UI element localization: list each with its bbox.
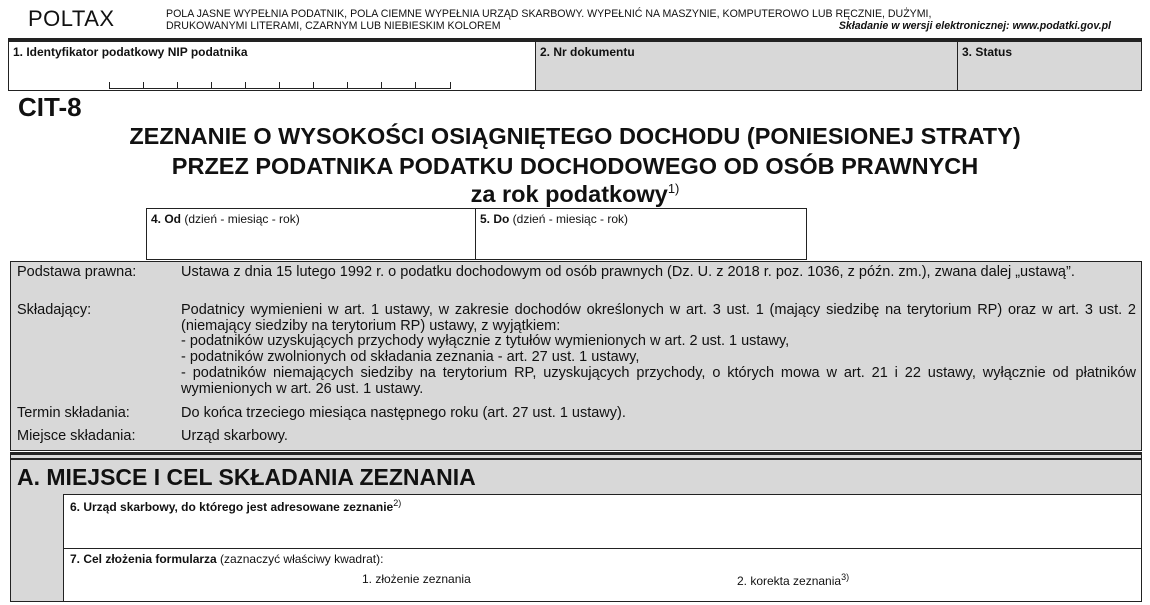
option-submission[interactable]: 1. złożenie zeznania (362, 572, 471, 586)
option-correction[interactable]: 2. korekta zeznania$^{3)}$ (737, 572, 850, 588)
form-instructions (166, 8, 1111, 32)
period-from-label: 4. Od (dzień - miesiąc - rok) (151, 212, 300, 226)
section-a (10, 452, 1142, 602)
form-purpose-field (63, 548, 1142, 602)
form-title-line-2: PRZEZ PODATNIKA PODATKU DOCHODOWEGO OD OSÓB PRAWNYCH (171, 153, 979, 179)
poltax-brand: POLTAX (28, 6, 115, 31)
document-number-label: 2. Nr dokumentu (540, 45, 635, 59)
period-to-label: 5. Do (dzień - miesiąc - rok) (480, 212, 629, 226)
nip-field-label: 1. Identyfikator podatkowy NIP podatnika (13, 45, 248, 59)
status-field (957, 41, 1142, 91)
filer-label: Składający: (17, 302, 92, 318)
filer-text: Podatnicy wymienieni w art. 1 ustawy, w zakresie dochodów określonych w art. 3 ust. 1 (mający siedzibę na terytorium RP) oraz w art. 3 ust. 2 (niemający siedziby na terytorium RP) ustawy, z wyjątkiem: (181, 302, 1136, 334)
period-from-field[interactable] (146, 208, 476, 260)
filing-place-text: Urząd skarbowy. (181, 428, 288, 444)
deadline-label: Termin składania: (17, 405, 130, 421)
filing-place-label: Miejsce składania: (17, 428, 136, 444)
period-to-field[interactable] (475, 208, 807, 260)
footnote-1: 1) (667, 181, 680, 197)
filer-exception-3: - podatników niemających siedziby na terytorium RP, uzyskujących przychody, o których mowa w art. 21 i 22 ustawy, wyłącznie od płatników wymienionych w art. 26 ust. 1 ustawy. (181, 365, 1136, 397)
electronic-filing-note: Składanie w wersji elektronicznej: www.podatki.gov.pl (838, 20, 1111, 32)
form-code: CIT-8 (18, 92, 82, 122)
instructions-line-1: POLA JASNE WYPEŁNIA PODATNIK, POLA CIEMNE WYPEŁNIA URZĄD SKARBOWY. WYPEŁNIĆ NA MASZYNIE, KOMPUTEROWO LUB RĘCZNIE, DUŻYMI, (166, 8, 932, 20)
tax-office-field[interactable] (63, 494, 1142, 549)
filer-exception-1: - podatników uzyskujących przychody wyłącznie z tytułów wymienionych w art. 2 ust. 1 ustawy, (181, 333, 790, 349)
legal-information-box (10, 261, 1142, 451)
section-a-heading: A. MIEJSCE I CEL SKŁADANIA ZEZNANIA (17, 464, 476, 490)
form-title-line-1: ZEZNANIE O WYSOKOŚCI OSIĄGNIĘTEGO DOCHODU (PONIESIONEJ STRATY) (129, 123, 1021, 149)
filer-exception-2: - podatników zwolnionych od składania zeznania - art. 27 ust. 1 ustawy, (181, 349, 640, 365)
section-divider-bottom (11, 458, 1141, 460)
document-number-field (535, 41, 958, 91)
deadline-text: Do końca trzeciego miesiąca następnego roku (art. 27 ust. 1 ustawy). (181, 405, 626, 421)
tax-office-label: 6. Urząd skarbowy, do którego jest adresowane zeznanie$^{2)}$ (70, 498, 402, 514)
status-label: 3. Status (962, 45, 1013, 59)
nip-field[interactable] (8, 41, 536, 91)
instructions-line-2: DRUKOWANYMI LITERAMI, CZARNYM LUB NIEBIESKIM KOLOREM (166, 20, 501, 32)
nip-character-boxes[interactable] (109, 82, 451, 89)
form-purpose-label: 7. Cel złożenia formularza (zaznaczyć właściwy kwadrat): (70, 552, 384, 566)
tax-year-label: za rok podatkowy (470, 181, 668, 207)
legal-basis-text: Ustawa z dnia 15 lutego 1992 r. o podatku dochodowym od osób prawnych (Dz. U. z 2018 r. poz. 1036, z późn. zm.), zwana dalej „ustawą”. (181, 264, 1075, 280)
section-divider-top (11, 453, 1141, 455)
legal-basis-label: Podstawa prawna: (17, 264, 137, 280)
form-title-line-3 (0, 181, 1150, 208)
